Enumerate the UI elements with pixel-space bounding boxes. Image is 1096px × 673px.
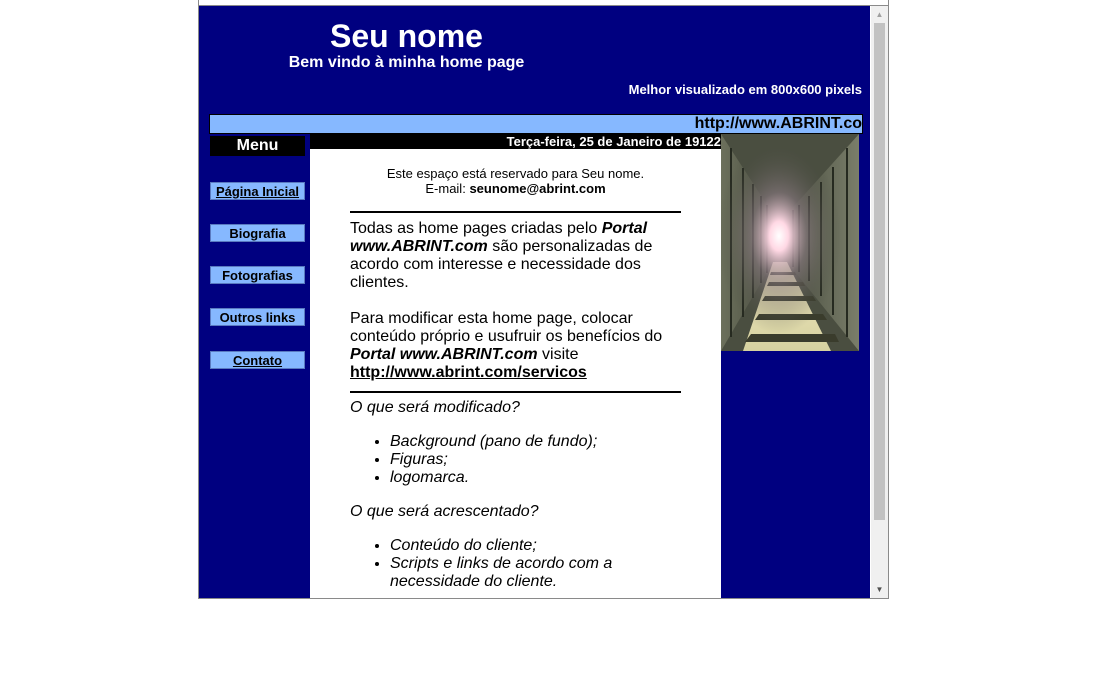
modify-paragraph bbox=[350, 310, 675, 382]
list-item: • Background (pano de fundo); bbox=[390, 433, 680, 451]
list-item: • Figuras; bbox=[390, 451, 680, 469]
added-question: O que será acrescentado? bbox=[350, 503, 539, 520]
list-item: • Conteúdo do cliente; bbox=[390, 537, 680, 555]
scrollbar-thumb[interactable] bbox=[874, 23, 885, 520]
servicos-link[interactable]: http://www.abrint.com/servicos bbox=[350, 364, 587, 381]
menu-title: Menu bbox=[210, 136, 305, 156]
divider bbox=[350, 211, 681, 213]
scroll-down-icon[interactable]: ▼ bbox=[875, 585, 884, 594]
site-subtitle: Bem vindo à minha home page bbox=[288, 54, 525, 71]
url-marquee-bar bbox=[209, 114, 863, 134]
content-panel bbox=[310, 149, 721, 598]
divider bbox=[350, 391, 681, 393]
menu-item-fotografias[interactable]: Fotografias bbox=[210, 266, 305, 284]
modified-list bbox=[350, 433, 680, 487]
corridor-photo bbox=[721, 134, 859, 351]
homepage bbox=[199, 6, 870, 598]
modify-text-start: Para modificar esta home page, colocar conteúdo próprio e usufruir os benefícios do bbox=[350, 310, 663, 345]
site-title: Seu nome bbox=[330, 18, 483, 54]
email-address[interactable]: seunome@abrint.com bbox=[469, 181, 606, 196]
list-item: • logomarca. bbox=[390, 469, 680, 487]
vertical-scrollbar[interactable] bbox=[871, 6, 888, 598]
resolution-note: Melhor visualizado em 800x600 pixels bbox=[628, 82, 862, 97]
scroll-up-icon[interactable]: ▲ bbox=[875, 10, 884, 19]
modify-portal-name: Portal www.ABRINT.com bbox=[350, 346, 538, 363]
menu-item-contato[interactable]: Contato bbox=[210, 351, 305, 369]
corridor-illustration bbox=[721, 134, 859, 351]
browser-viewport bbox=[198, 0, 889, 599]
reserved-text: Este espaço está reservado para Seu nome. bbox=[386, 166, 645, 181]
menu-item-outros-links[interactable]: Outros links bbox=[210, 308, 305, 326]
url-marquee-text: http://www.ABRINT.co bbox=[694, 115, 862, 132]
list-item: • Scripts e links de acordo com a necessidade do cliente. bbox=[390, 555, 680, 591]
menu-item-pagina-inicial[interactable]: Página Inicial bbox=[210, 182, 305, 200]
menu-item-biografia[interactable]: Biografia bbox=[210, 224, 305, 242]
email-label: E-mail: bbox=[425, 181, 466, 196]
intro-text-start: Todas as home pages criadas pelo bbox=[350, 220, 598, 237]
reserved-notice bbox=[310, 166, 721, 196]
date-bar: Terça-feira, 25 de Janeiro de 19122 bbox=[310, 134, 721, 149]
intro-portal-name: Portal www.ABRINT.com bbox=[350, 220, 648, 255]
modify-text-visit: visite bbox=[542, 346, 579, 363]
added-list bbox=[350, 537, 680, 591]
intro-text-end: são personalizadas de acordo com interesse e necessidade dos clientes. bbox=[350, 238, 653, 291]
intro-paragraph bbox=[350, 220, 675, 292]
modified-question: O que será modificado? bbox=[350, 399, 520, 416]
